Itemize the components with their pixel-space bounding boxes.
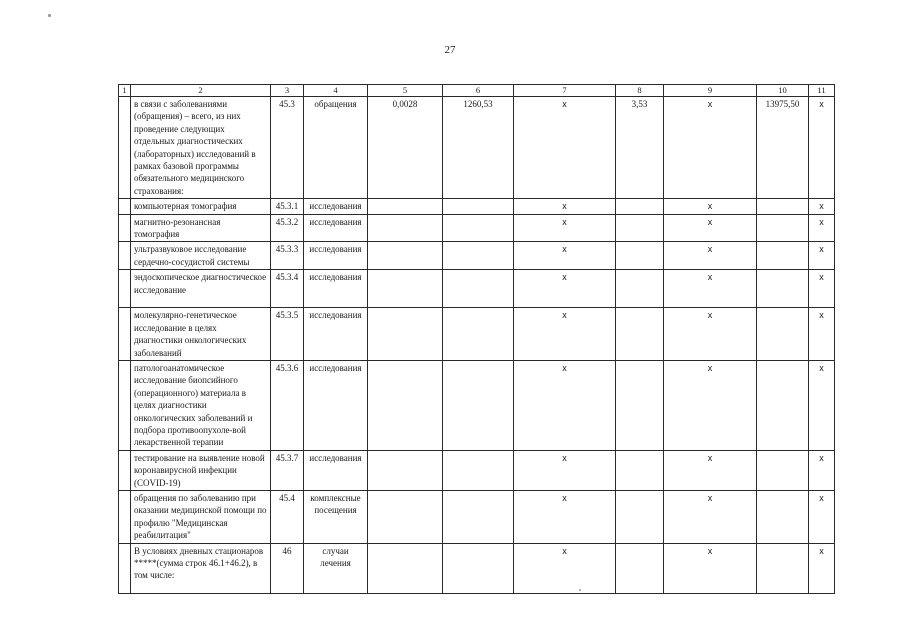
cell-col11: х [809,490,835,543]
cell-col8 [616,490,664,543]
cell-col8: 3,53 [616,97,664,199]
cell-index [119,308,131,361]
cell-col10 [757,360,809,450]
cell-row-code: 45.3 [271,97,304,199]
cell-row-code: 45.3.6 [271,360,304,450]
cell-col11: х [809,214,835,242]
cell-row-code: 45.3.1 [271,199,304,214]
cell-col11: х [809,242,835,270]
cell-col10 [757,490,809,543]
header-cell: 7 [514,85,616,97]
cell-col9: х [664,360,757,450]
cell-col10: 13975,50 [757,97,809,199]
cell-index [119,199,131,214]
cell-col9: х [664,242,757,270]
page-number: 27 [444,44,456,56]
cell-col7: х [514,543,616,593]
header-cell: 10 [757,85,809,97]
table-row [119,199,835,214]
cell-col8 [616,199,664,214]
cell-col8 [616,360,664,450]
header-cell: 6 [443,85,514,97]
cell-col8 [616,242,664,270]
cell-col5 [368,543,443,593]
cell-row-code: 45.3.3 [271,242,304,270]
cell-index [119,450,131,490]
cell-col10 [757,242,809,270]
cell-name: патологоанатомическое исследование биопсийного (операционного) материала в целях диагностики онкологических заболеваний и подбора противоопухоле-вой лекарственной терапии [131,360,271,450]
cell-col9: х [664,199,757,214]
cell-col10 [757,450,809,490]
cell-row-code: 46 [271,543,304,593]
cell-unit: исследования [304,199,368,214]
cell-name: эндоскопическое диагностическое исследование [131,270,271,308]
cell-col8 [616,214,664,242]
cell-name: обращения по заболеванию при оказании медицинской помощи по профилю "Медицинская реабилитация" [131,490,271,543]
cell-col7: х [514,270,616,308]
cell-col11: х [809,450,835,490]
cell-name: тестирование на выявление новой коронавирусной инфекции (COVID-19) [131,450,271,490]
cell-col6 [443,450,514,490]
cell-col6: 1260,53 [443,97,514,199]
header-cell: 5 [368,85,443,97]
cell-col5 [368,308,443,361]
cell-index [119,360,131,450]
cell-col10 [757,214,809,242]
cell-unit: исследования [304,360,368,450]
cell-index [119,270,131,308]
cell-col10 [757,543,809,593]
cell-unit: исследования [304,270,368,308]
cell-col5 [368,214,443,242]
cell-col9: х [664,97,757,199]
cell-col6 [443,214,514,242]
table-row [119,97,835,199]
cell-name: компьютерная томография [131,199,271,214]
cell-name: магнитно-резонансная томография [131,214,271,242]
cell-col9: х [664,543,757,593]
cell-col11: х [809,543,835,593]
cell-col6 [443,543,514,593]
cell-col10 [757,270,809,308]
cell-row-code: 45.3.5 [271,308,304,361]
cell-col5: 0,0028 [368,97,443,199]
cell-col5 [368,199,443,214]
cell-col5 [368,270,443,308]
table-row [119,214,835,242]
cell-col9: х [664,270,757,308]
header-cell: 9 [664,85,757,97]
table-body [119,85,835,594]
cell-col10 [757,308,809,361]
cell-col6 [443,308,514,361]
scan-speck [48,14,51,17]
cell-col7: х [514,199,616,214]
header-row [119,85,835,97]
cell-col5 [368,450,443,490]
cell-unit: комплексные посещения [304,490,368,543]
cell-name: ультразвуковое исследование сердечно-сосудистой системы [131,242,271,270]
table-row [119,490,835,543]
cell-col7: х [514,450,616,490]
cell-col6 [443,490,514,543]
cell-col8 [616,308,664,361]
cell-col7: х [514,242,616,270]
cell-col7: х [514,490,616,543]
header-cell: 8 [616,85,664,97]
scan-speck [579,589,581,591]
cell-col9: х [664,450,757,490]
header-cell: 11 [809,85,835,97]
cell-name: В условиях дневных стационаров *****(сумма строк 46.1+46.2), в том числе: [131,543,271,593]
table-row [119,308,835,361]
table-row [119,360,835,450]
cell-unit: исследования [304,242,368,270]
cell-index [119,242,131,270]
cell-col5 [368,242,443,270]
cell-col5 [368,490,443,543]
cell-col11: х [809,199,835,214]
cell-row-code: 45.4 [271,490,304,543]
cell-index [119,490,131,543]
cell-unit: обращения [304,97,368,199]
cell-col6 [443,270,514,308]
cell-row-code: 45.3.7 [271,450,304,490]
header-cell: 4 [304,85,368,97]
table-row [119,543,835,593]
cell-col6 [443,242,514,270]
cell-col11: х [809,97,835,199]
cell-index [119,543,131,593]
cell-col9: х [664,308,757,361]
cell-col8 [616,270,664,308]
cell-row-code: 45.3.4 [271,270,304,308]
data-table [118,84,835,594]
cell-unit: исследования [304,308,368,361]
cell-row-code: 45.3.2 [271,214,304,242]
cell-col10 [757,199,809,214]
cell-unit: исследования [304,214,368,242]
cell-col9: х [664,214,757,242]
header-cell: 2 [131,85,271,97]
cell-col7: х [514,308,616,361]
cell-col8 [616,450,664,490]
cell-unit: случаи лечения [304,543,368,593]
cell-col7: х [514,360,616,450]
cell-col5 [368,360,443,450]
cell-name: молекулярно-генетическое исследование в целях диагностики онкологических заболеваний [131,308,271,361]
cell-col11: х [809,360,835,450]
cell-col6 [443,360,514,450]
cell-index [119,97,131,199]
cell-col8 [616,543,664,593]
cell-unit: исследования [304,450,368,490]
table-row [119,270,835,308]
table-row [119,450,835,490]
table-row [119,242,835,270]
header-cell: 3 [271,85,304,97]
cell-name: в связи с заболеваниями (обращения) – всего, из них проведение следующих отдельных диагностических (лабораторных) исследований в рамках базовой программы обязательного медицинского страхования: [131,97,271,199]
cell-col6 [443,199,514,214]
cell-col7: х [514,214,616,242]
cell-col11: х [809,270,835,308]
cell-col7: х [514,97,616,199]
cell-col11: х [809,308,835,361]
cell-col9: х [664,490,757,543]
cell-index [119,214,131,242]
header-cell: 1 [119,85,131,97]
